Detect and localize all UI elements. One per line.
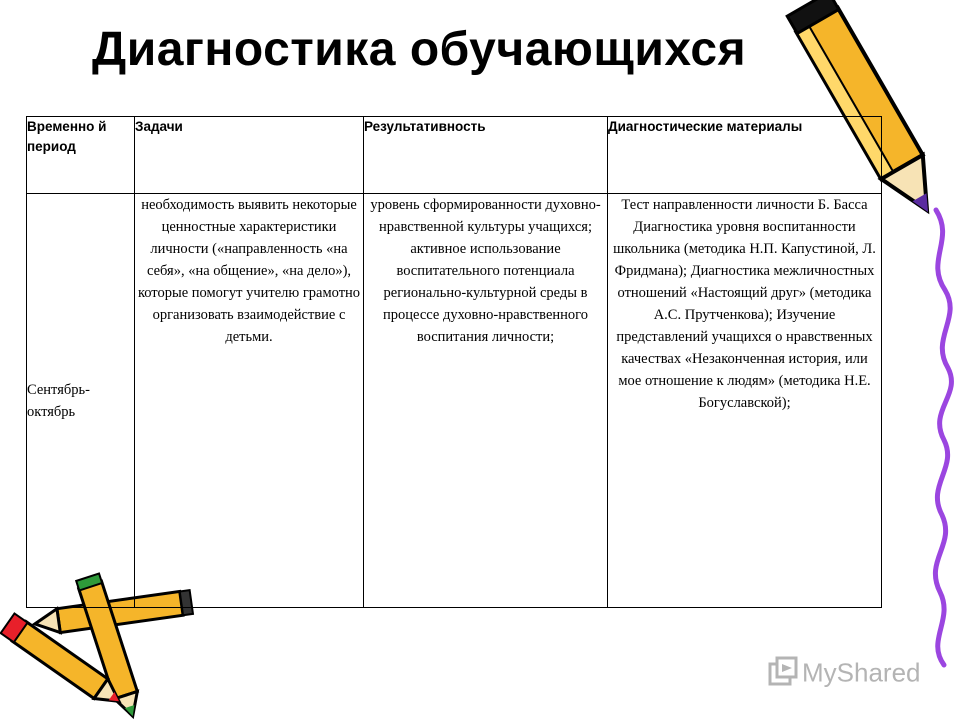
watermark-text: MyShared: [802, 657, 921, 688]
header-tasks: Задачи: [135, 117, 364, 194]
cell-materials: Тест направленности личности Б. Басса Диагностика уровня воспитанности школьника (методика Н.П. Капустиной, Л. Фридмана); Диагностика межличностных отношений «Настоящий друг» (методика А.С. Прутченкова); Изучение представлений учащихся о нравственных качествах «Незаконченная история, или мое отношение к людям» (методика Н.Е. Богуславской);: [608, 194, 882, 608]
header-materials: Диагностические материалы: [608, 117, 882, 194]
table-header-row: [27, 117, 882, 194]
page-title: Диагностика обучающихся: [92, 23, 747, 76]
myshared-logo-icon: [768, 656, 798, 693]
header-result: Результативность: [364, 117, 608, 194]
cell-tasks: необходимость выявить некоторые ценностные характеристики личности («направленность «на себя», «на общение», «на дело»), которые помогут учителю грамотно организовать взаимодействие с детьми.: [135, 194, 364, 608]
cell-result: уровень сформированности духовно-нравственной культуры учащихся; активное использование воспитательного потенциала регионально-культурной среды в процессе духовно-нравственного воспитания личности;: [364, 194, 608, 608]
cell-period: Сентябрь-октябрь: [27, 194, 135, 608]
table-row: [27, 194, 882, 608]
watermark: [768, 656, 921, 693]
diagnostics-table: [26, 116, 882, 608]
header-period: Временно й период: [27, 117, 135, 194]
purple-squiggle-icon: [935, 210, 951, 665]
